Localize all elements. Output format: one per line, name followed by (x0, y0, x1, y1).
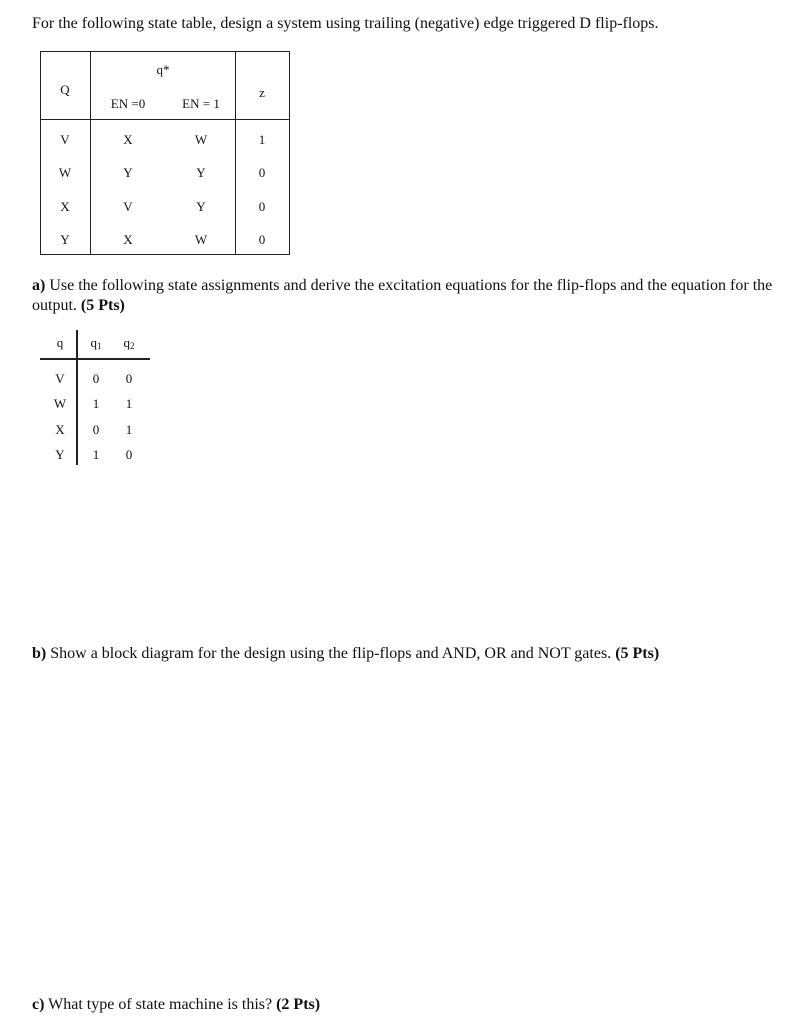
table-divider (41, 119, 289, 120)
question-c-points: (2 Pts) (276, 996, 321, 1013)
table-divider (90, 52, 91, 254)
table-cell: Y (196, 165, 206, 180)
table-cell: 0 (125, 371, 133, 386)
table-cell: X (123, 232, 133, 247)
en1-header: EN = 1 (182, 96, 220, 111)
table-cell: 1 (92, 447, 100, 462)
table-cell: W (58, 165, 72, 180)
table-cell: 0 (258, 165, 266, 180)
state-table (40, 51, 290, 255)
table-cell: W (194, 132, 208, 147)
en0-header: EN =0 (110, 96, 146, 111)
table-cell: X (55, 422, 65, 437)
question-c-label: c) (32, 996, 45, 1013)
table-cell: W (53, 396, 67, 411)
table-divider (76, 330, 78, 465)
z-header: z (259, 85, 265, 100)
table-divider (40, 358, 150, 360)
table-cell: 0 (92, 371, 100, 386)
table-cell: V (55, 371, 65, 386)
table-cell: 0 (258, 199, 266, 214)
q2-header: $q_2$ (123, 335, 135, 351)
question-c (32, 995, 792, 1015)
q1-header: $q_1$ (90, 335, 102, 351)
table-cell: 1 (125, 396, 133, 411)
question-a-text: Use the following state assignments and derive the excitation equations for the flip-flops and the equation for the output. (32, 277, 773, 314)
assignment-table (40, 330, 170, 470)
question-b (32, 644, 792, 664)
question-b-label: b) (32, 645, 47, 662)
table-cell: V (60, 132, 70, 147)
table-cell: X (123, 132, 133, 147)
intro-text: For the following state table, design a system using trailing (negative) edge triggered D flip-flops. (32, 15, 659, 32)
table-cell: 0 (92, 422, 100, 437)
table-cell: 1 (125, 422, 133, 437)
table-cell: 0 (125, 447, 133, 462)
table-cell: 1 (92, 396, 100, 411)
table-cell: V (123, 199, 133, 214)
table-cell: W (194, 232, 208, 247)
table-cell: Y (55, 447, 65, 462)
q-header: Q (60, 82, 70, 97)
question-b-points: (5 Pts) (615, 645, 660, 662)
question-c-text: What type of state machine is this? (48, 996, 273, 1013)
q-header: q (56, 335, 64, 350)
question-a (32, 276, 792, 316)
question-a-points: (5 Pts) (80, 297, 125, 314)
question-b-text: Show a block diagram for the design using the flip-flops and AND, OR and NOT gates. (50, 645, 612, 662)
table-cell: 0 (258, 232, 266, 247)
question-a-label: a) (32, 277, 46, 294)
table-cell: Y (60, 232, 70, 247)
table-cell: 1 (258, 132, 266, 147)
table-cell: X (60, 199, 70, 214)
next-state-header: q* (156, 62, 170, 77)
table-cell: Y (123, 165, 133, 180)
table-divider (235, 52, 236, 254)
table-cell: Y (196, 199, 206, 214)
